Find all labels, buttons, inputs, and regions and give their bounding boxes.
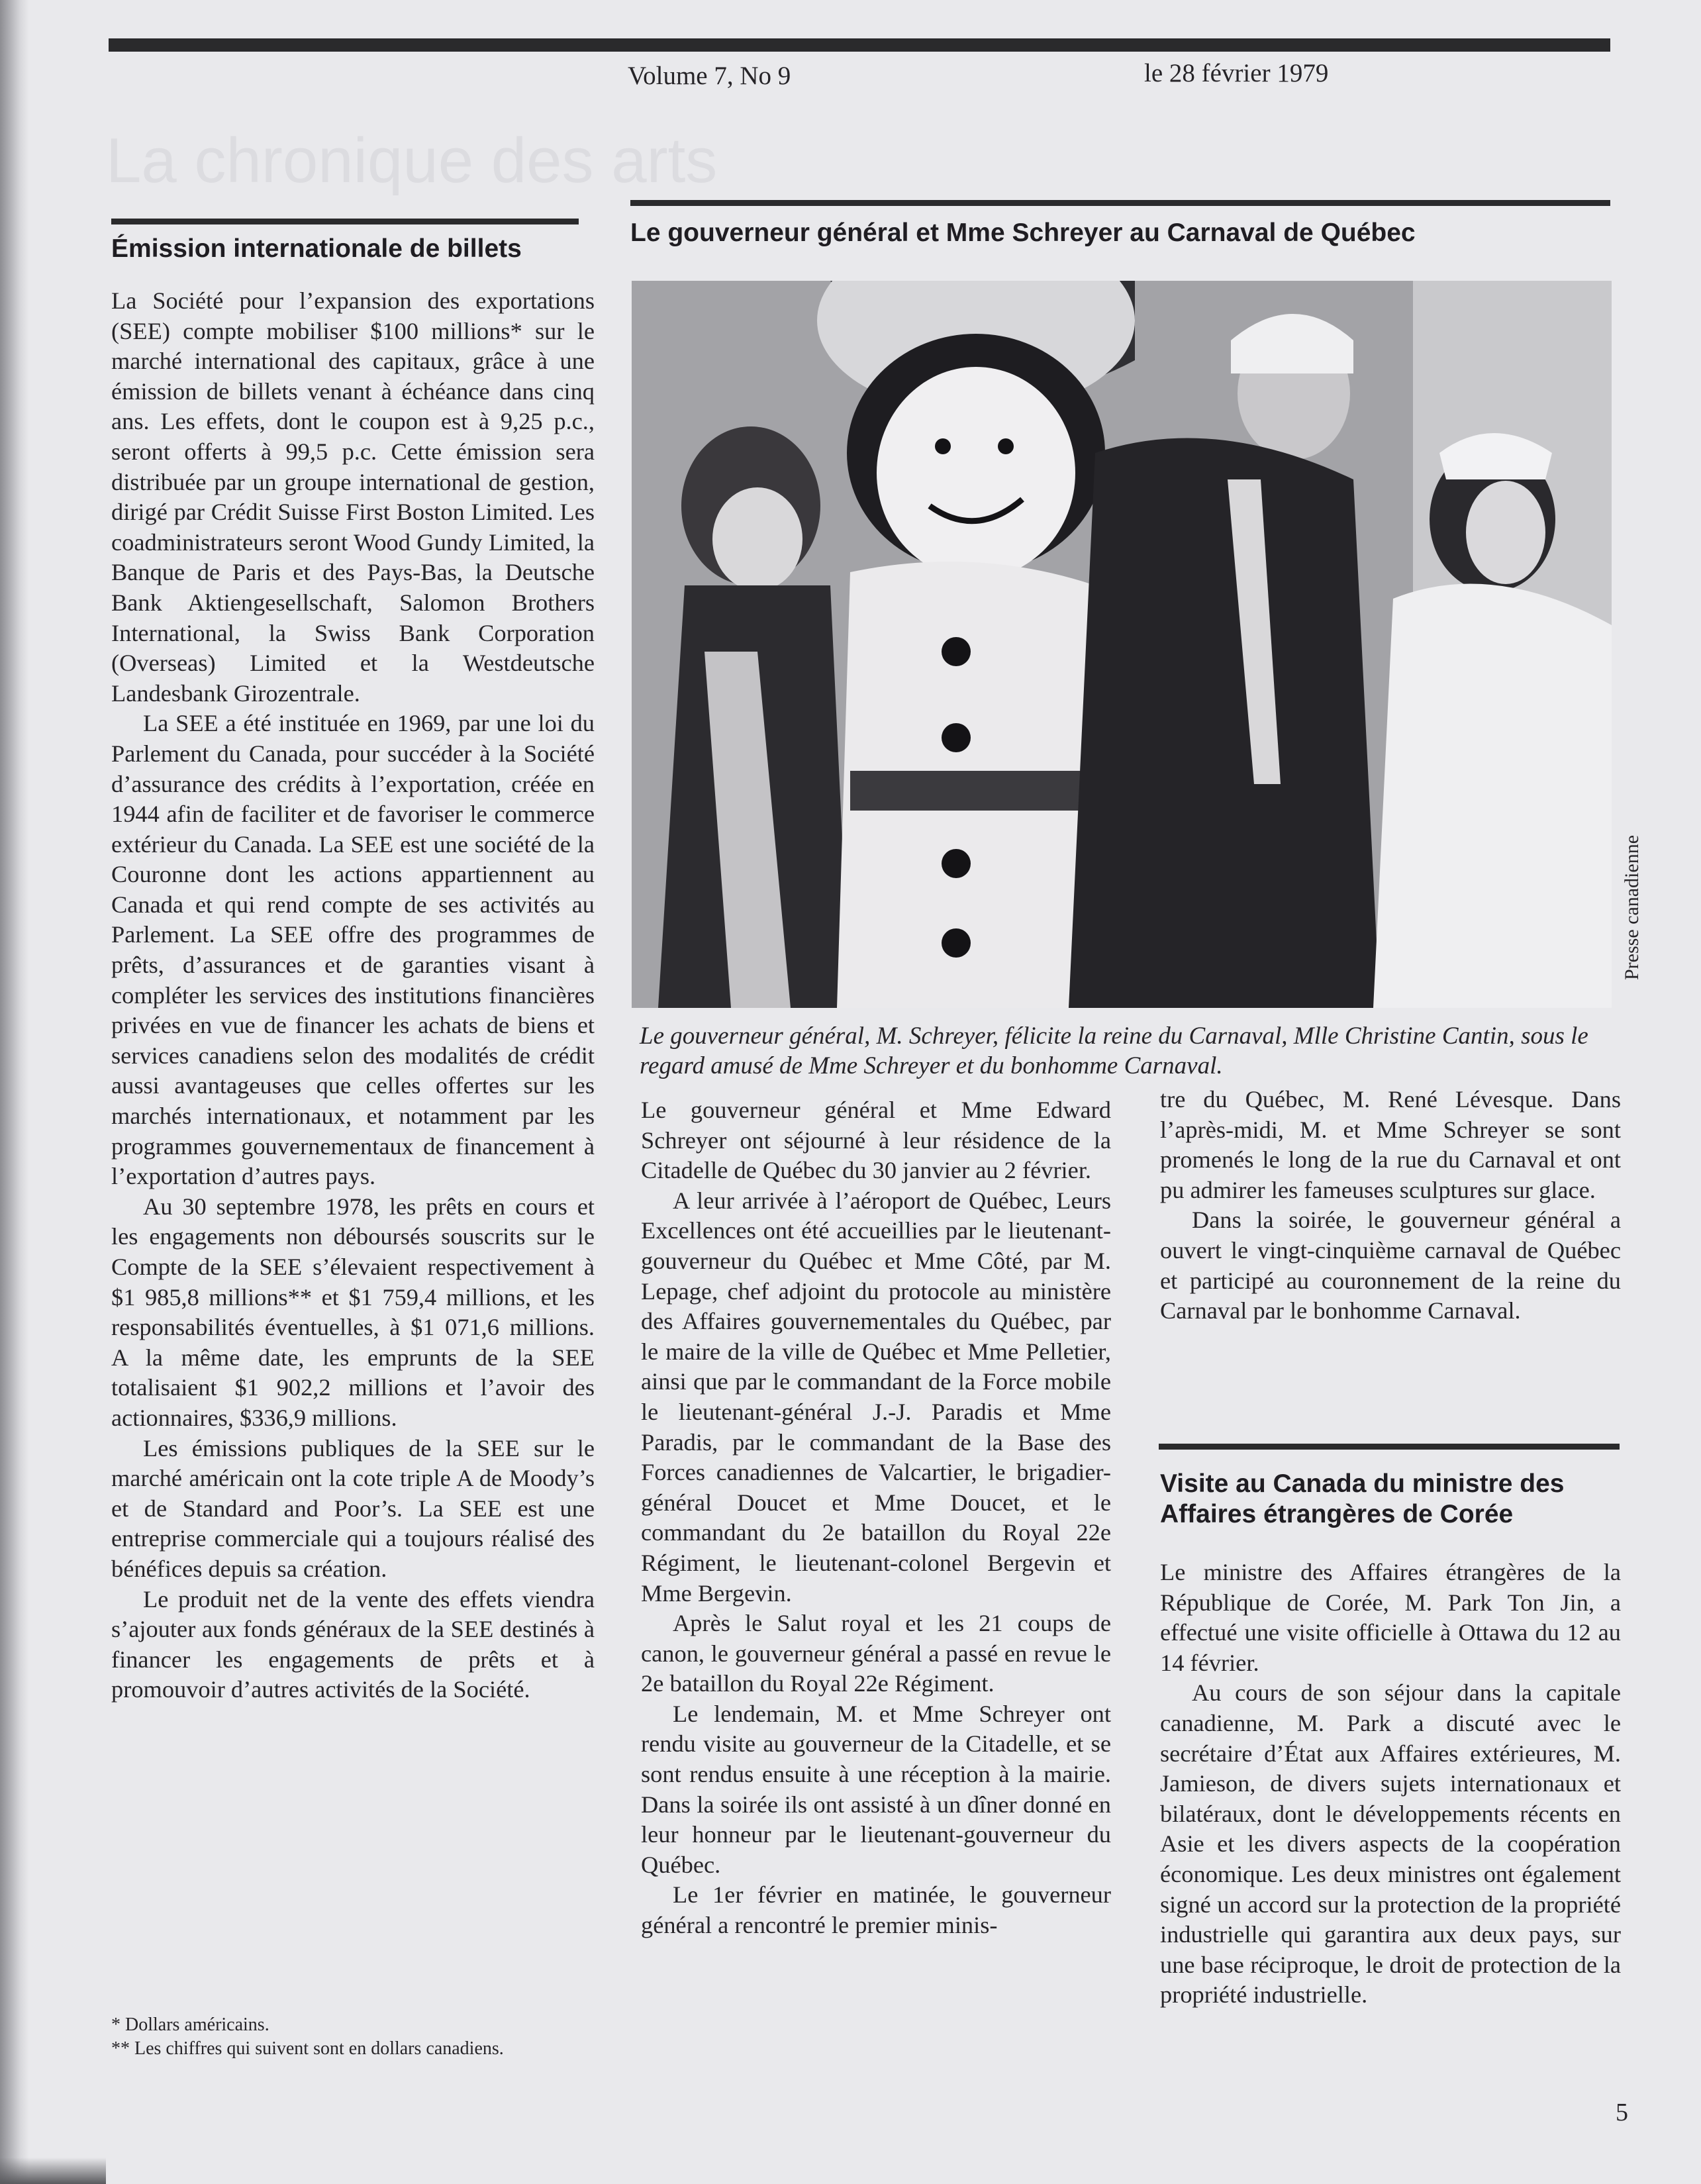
- photo-illustration: [632, 281, 1612, 1008]
- masthead-rule: [109, 38, 1610, 52]
- paragraph: Le 1er février en matinée, le gouverneur général a rencontré le premier minis-: [641, 1881, 1111, 1939]
- footnote: ** Les chiffres qui suivent sont en dollars canadiens.: [111, 2038, 504, 2059]
- photo-credit: Presse canadienne: [1621, 834, 1643, 980]
- article-coree: [1160, 1558, 1621, 2010]
- paragraph: Les émissions publiques de la SEE sur le marché américain ont la cote triple A de Moody’s et de Standard and Poor’s. La SEE est une entreprise commerciale qui a toujours réalisé des bénéfices depuis sa création.: [111, 1434, 595, 1582]
- paragraph: La Société pour l’expansion des exportations (SEE) compte mobiliser $100 millions* sur le marché international des capitaux, grâce à une émission de billets venant à échéance dans cinq ans. Les effets, dont le coupon est à 9,25 p.c., seront offerts à 99,5 p.c. Cette émission sera distribuée par un groupe international de gestion, dirigé par Crédit Suisse First Boston Limited. Les coadministrateurs seront Wood Gundy Limited, la Banque de Paris et des Pays-Bas, la Deutsche Bank Aktiengesellschaft, Salomon Brothers International, la Swiss Bank Corporation (Overseas) Limited et la Westdeutsche Landesbank Girozentrale.: [111, 287, 595, 707]
- page-edge-shadow: [0, 0, 29, 2184]
- paragraph: Au cours de son séjour dans la capitale canadienne, M. Park a discuté avec le secrétaire d’État aux Affaires extérieures, M. Jamieson, de divers sujets internationaux et bilatéraux, dont le développements récents en Asie et les divers aspects de la coopération économique. Les deux ministres ont également signé un accord sur la protection de la propriété industrielle qui garantira aux deux pays, sur une base réciproque, le droit de protection de la propriété industrielle.: [1160, 1679, 1621, 2009]
- paragraph: Au 30 septembre 1978, les prêts en cours et les engagements non déboursés souscrits sur le Compte de la SEE s’élevaient respectivement à $1 985,8 millions** et $1 759,4 millions, et les responsabilités éventuelles, à $1 071,6 millions. A la même date, les emprunts de la SEE totalisaient $1 902,2 millions et l’avoir des actionnaires, $336,9 millions.: [111, 1193, 595, 1431]
- left-column-rule: [111, 219, 579, 224]
- photo-caption: Le gouverneur général, M. Schreyer, félicite la reine du Carnaval, Mlle Christine Cantin, sous le regard amusé de Mme Schreyer et du bonhomme Carnaval.: [640, 1022, 1588, 1079]
- paragraph: La SEE a été instituée en 1969, par une loi du Parlement du Canada, pour succéder à la Société d’assurance des crédits à l’exportation, créée en 1944 afin de faciliter et de favoriser le commerce extérieur du Canada. La SEE est une société de la Couronne dont les actions appartiennent au Canada et qui rend compte de ses activités au Parlement. La SEE offre des programmes de prêts, d’assurances et de garanties visant à compléter les services des institutions financières privées en vue de financer les achats de biens et services canadiens selon des modalités de crédit aussi avantageuses que celles offertes sur les marchés internationaux, et notamment par les programmes gouvernementaux de financement à l’exportation d’autres pays.: [111, 710, 595, 1190]
- headline-carnaval: Le gouverneur général et Mme Schreyer au Carnaval de Québec: [630, 219, 1416, 247]
- headline-billets: Émission internationale de billets: [111, 234, 522, 263]
- headline-coree: Visite au Canada du ministre des Affaires étrangères de Corée: [1160, 1469, 1565, 1528]
- paragraph: tre du Québec, M. René Lévesque. Dans l’après-midi, M. et Mme Schreyer se sont promenés le long de la rue du Carnaval et ont pu admirer les fameuses sculptures sur glace.: [1160, 1086, 1621, 1203]
- page-corner-shadow: [0, 2158, 106, 2184]
- issue-date: le 28 février 1979: [1144, 59, 1329, 87]
- carnival-photo: [632, 281, 1612, 1008]
- paragraph: A leur arrivée à l’aéroport de Québec, Leurs Excellences ont été accueillies par le lieutenant-gouverneur du Québec et Mme Côté, par M. Lepage, chef adjoint du protocole au ministère des Affaires gouvernementales du Québec, par le maire de la ville de Québec et Mme Pelletier, ainsi que par le commandant de la Force mobile le lieutenant-général J.-J. Paradis et Mme Paradis, par le commandant de la Base des Forces canadiennes de Valcartier, le brigadier-général Doucet et Mme Doucet, et le commandant du 2e bataillon du Royal 22e Régiment, le lieutenant-colonel Bergevin et Mme Bergevin.: [641, 1187, 1111, 1607]
- article-carnaval-col2: [1160, 1085, 1621, 1326]
- page-number: 5: [1616, 2099, 1628, 2126]
- main-article-rule: [630, 200, 1610, 206]
- footnotes: [111, 2013, 595, 2061]
- paragraph: Dans la soirée, le gouverneur général a ouvert le vingt-cinquième carnaval de Québec et participé au couronnement de la reine du Carnaval par le bonhomme Carnaval.: [1160, 1207, 1621, 1324]
- article-carnaval-col1: [641, 1095, 1111, 1941]
- footnote: * Dollars américains.: [111, 2014, 269, 2035]
- article-billets: [111, 286, 595, 1705]
- paragraph: Après le Salut royal et les 21 coups de canon, le gouverneur général a passé en revue le 2e bataillon du Royal 22e Régiment.: [641, 1610, 1111, 1697]
- paragraph: Le produit net de la vente des effets viendra s’ajouter aux fonds généraux de la SEE destinés à financer les engagements de prêts et à promouvoir d’autres activités de la Société.: [111, 1585, 595, 1703]
- paragraph: Le lendemain, M. et Mme Schreyer ont rendu visite au gouverneur de la Citadelle, et se sont rendus ensuite à une réception à la mairie. Dans la soirée ils ont assisté à un dîner donné en leur honneur par le lieutenant-gouverneur du Québec.: [641, 1700, 1111, 1878]
- paragraph: Le gouverneur général et Mme Edward Schreyer ont séjourné à leur résidence de la Citadelle de Québec du 30 janvier au 2 février.: [641, 1097, 1111, 1184]
- paragraph: Le ministre des Affaires étrangères de la République de Corée, M. Park Ton Jin, a effectué une visite officielle à Ottawa du 12 au 14 février.: [1160, 1559, 1621, 1676]
- show-through-title: La chronique des arts: [106, 125, 718, 196]
- issue-number: Volume 7, No 9: [628, 62, 791, 90]
- korea-article-rule: [1159, 1444, 1620, 1450]
